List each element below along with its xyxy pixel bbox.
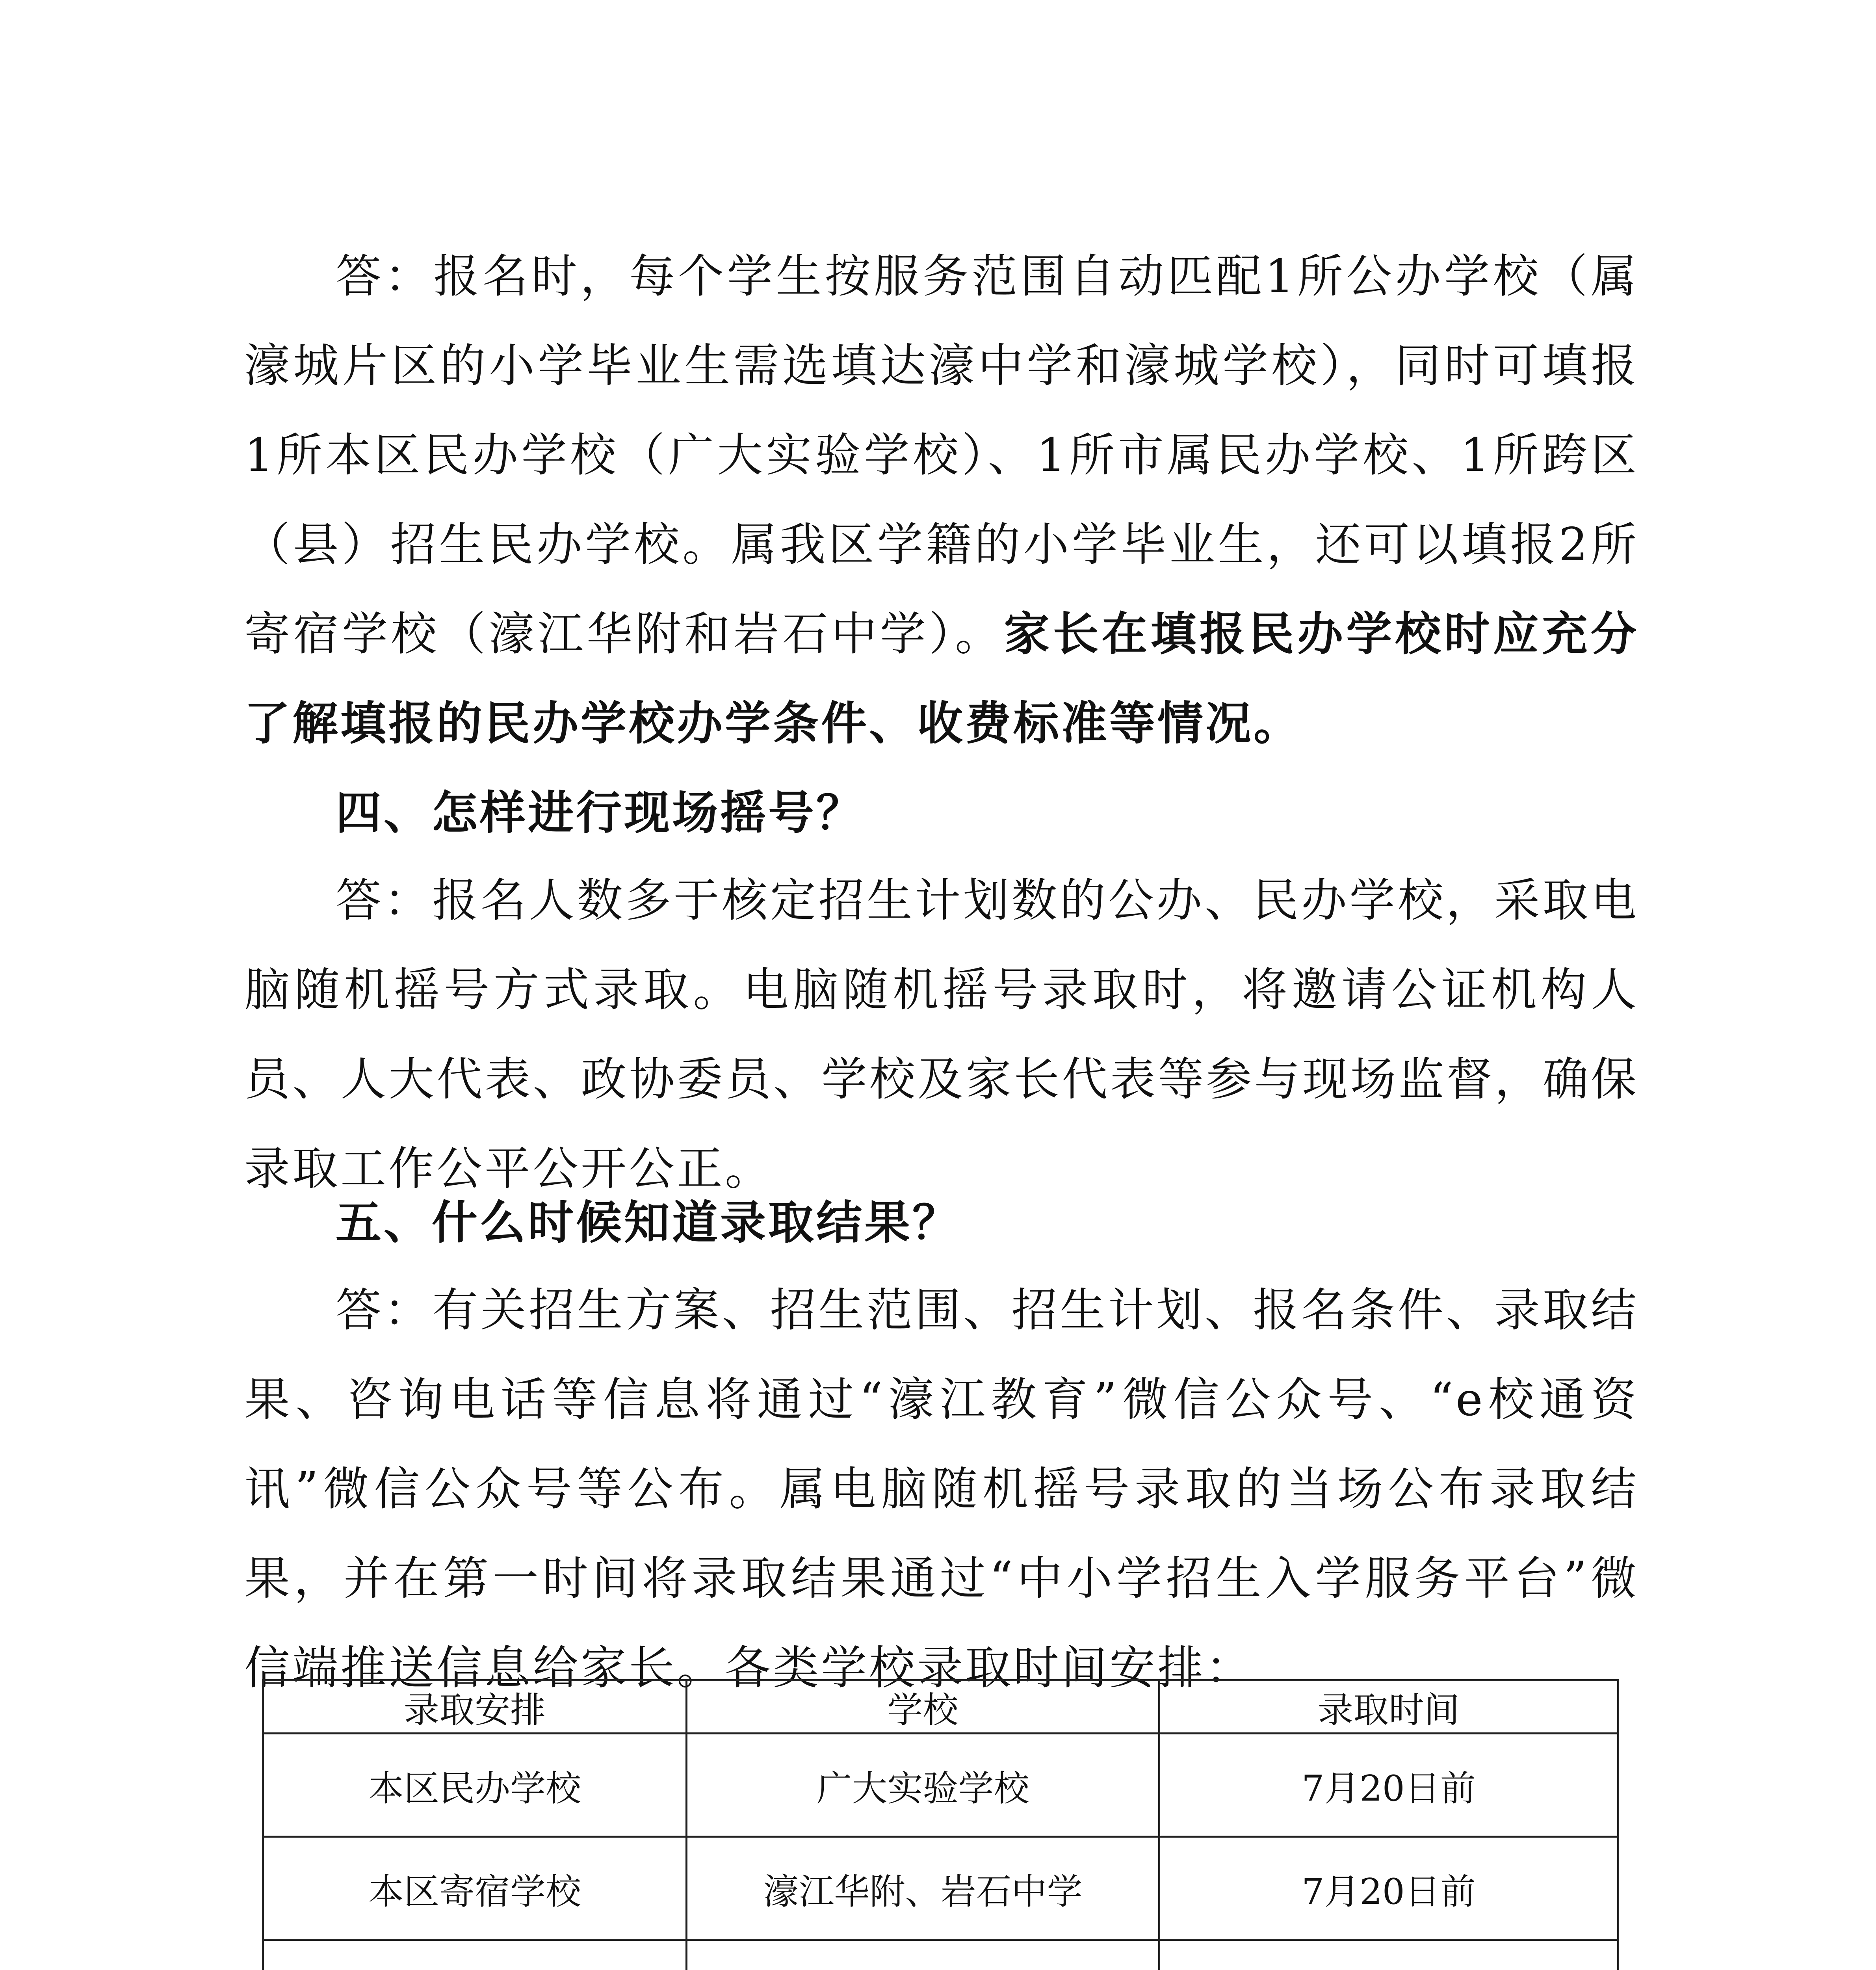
admission-schedule-table (262, 1679, 1619, 1970)
cell-school: 广大实验学校 (687, 1734, 1159, 1837)
table-header-row (263, 1680, 1618, 1734)
answer-bold-note: 家长在填报民办学校时应充分了解填报的民办学校办学条件、收费标准等情况。 (244, 607, 1639, 750)
cell-arrangement (263, 1940, 687, 1970)
cell-time: 7月20日前 (1159, 1837, 1618, 1940)
answer-paragraph-registration (244, 232, 1639, 768)
table-row (263, 1940, 1618, 1970)
cell-time: 7月20日前 (1159, 1734, 1618, 1837)
cell-arrangement: 本区寄宿学校 (263, 1837, 687, 1940)
section-heading-results: 五、什么时候知道录取结果？ (336, 1196, 960, 1249)
cell-time (1159, 1940, 1618, 1970)
header-time: 录取时间 (1159, 1680, 1618, 1734)
header-arrangement: 录取安排 (263, 1680, 687, 1734)
cell-school (687, 1940, 1159, 1970)
section-heading-lottery: 四、怎样进行现场摇号？ (336, 786, 864, 840)
header-school: 学校 (687, 1680, 1159, 1734)
table-row (263, 1837, 1618, 1940)
cell-arrangement: 本区民办学校 (263, 1734, 687, 1837)
cell-school: 濠江华附、岩石中学 (687, 1837, 1159, 1940)
table-row (263, 1734, 1618, 1837)
answer-paragraph-results: 答：有关招生方案、招生范围、招生计划、报名条件、录取结果、咨询电话等信息将通过“濠江教育”微信公众号、“e校通资讯”微信公众号等公布。属电脑随机摇号录取的当场公布录取结果，并在第一时间将录取结果通过“中小学招生入学服务平台”微信端推送信息给家长。各类学校录取时间安排： (244, 1284, 1639, 1695)
answer-text: 答：报名时，每个学生按服务范围自动匹配1所公办学校（属濠城片区的小学毕业生需选填达濠中学和濠城学校），同时可填报1所本区民办学校（广大实验学校）、1所市属民办学校、1所跨区（县）招生民办学校。属我区学籍的小学毕业生，还可以填报2所寄宿学校（濠江华附和岩石中学）。 (244, 250, 1639, 661)
answer-paragraph-lottery: 答：报名人数多于核定招生计划数的公办、民办学校，采取电脑随机摇号方式录取。电脑随机摇号录取时，将邀请公证机构人员、人大代表、政协委员、学校及家长代表等参与现场监督，确保录取工作公平公开公正。 (244, 874, 1639, 1195)
